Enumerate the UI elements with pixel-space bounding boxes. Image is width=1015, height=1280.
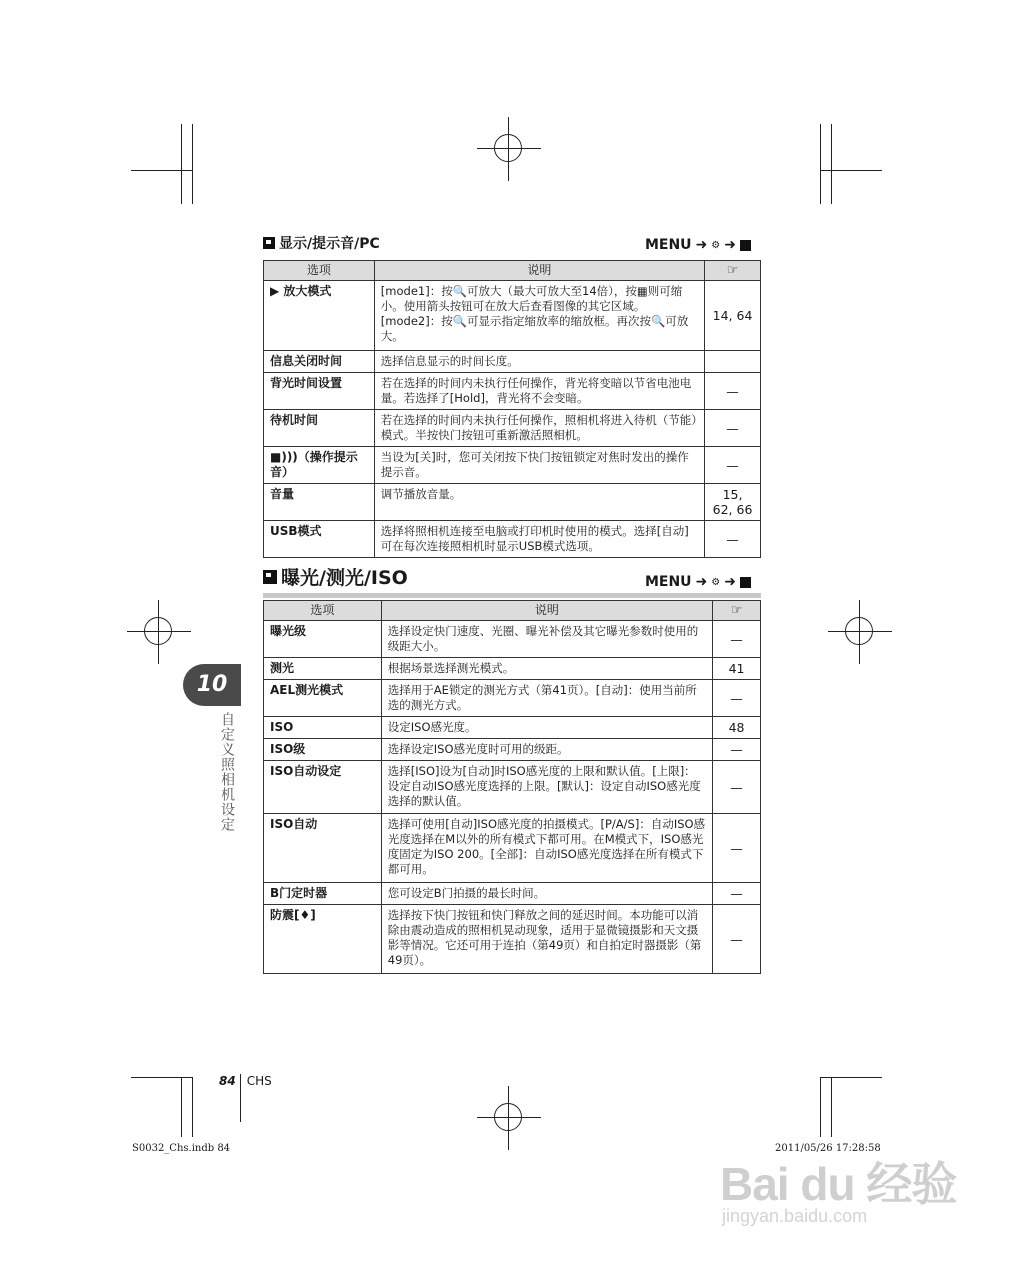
description-cell: 您可设定B门拍摄的最长时间。	[381, 883, 712, 905]
footer-date: 2011/05/26 17:28:58	[775, 1143, 881, 1154]
reference-cell: —	[713, 883, 761, 905]
option-cell: 背光时间设置	[264, 373, 375, 410]
chapter-label: 自定义照相机设定	[219, 712, 235, 832]
option-cell: ISO自动	[264, 814, 382, 883]
table-row	[264, 717, 761, 739]
watermark-logo: Bai du 经验	[720, 1158, 957, 1210]
option-cell: 防震[♦]	[264, 905, 382, 974]
crop-mark	[820, 1077, 821, 1137]
crop-mark	[820, 170, 882, 171]
exposure-icon	[263, 570, 277, 584]
table-row	[264, 281, 761, 351]
crop-mark	[181, 124, 182, 204]
option-cell: 音量	[264, 484, 375, 521]
reference-cell: —	[713, 680, 761, 717]
crop-mark	[820, 124, 821, 204]
option-cell: B门定时器	[264, 883, 382, 905]
reference-cell: 15, 62, 66	[705, 484, 761, 521]
table-row	[264, 410, 761, 447]
registration-mark	[144, 617, 172, 645]
option-cell: ■)))（操作提示音）	[264, 447, 375, 484]
menu-label: MENU	[644, 237, 692, 253]
option-cell: AEL测光模式	[264, 680, 382, 717]
registration-mark	[494, 1103, 522, 1131]
table-row	[264, 680, 761, 717]
arrow-right-icon: ➜	[695, 574, 708, 590]
crop-mark	[181, 1077, 182, 1137]
custom-menu-icon: ⚙	[711, 239, 721, 251]
section-header	[263, 567, 761, 592]
option-cell: ISO	[264, 717, 382, 739]
table-row	[264, 484, 761, 521]
reference-cell	[705, 351, 761, 373]
description-cell: 选择[ISO]设为[自动]时ISO感光度的上限和默认值。[上限]：设定自动ISO感光度选择的上限。[默认]：设定自动ISO感光度选择的默认值。	[381, 761, 712, 814]
crop-mark	[131, 1077, 193, 1078]
description-cell: 选择信息显示的时间长度。	[374, 351, 704, 373]
table-row	[264, 658, 761, 680]
column-header-option: 选项	[264, 261, 375, 281]
display-icon	[740, 240, 751, 251]
section-header	[263, 233, 761, 255]
description-cell: 选择设定快门速度、光圈、曝光补偿及其它曝光参数时使用的级距大小。	[381, 621, 712, 658]
watermark	[720, 1148, 965, 1230]
option-cell: USB模式	[264, 521, 375, 558]
description-cell: 选择将照相机连接至电脑或打印机时使用的模式。选择[自动]可在每次连接照相机时显示USB模式选项。	[374, 521, 704, 558]
description-cell: 选择按下快门按钮和快门释放之间的延迟时间。本功能可以消除由震动造成的照相机晃动现象，适用于显微镜摄影和天文摄影等情况。它还可用于连拍（第49页）和自拍定时器摄影（第49页）。	[381, 905, 712, 974]
settings-table	[263, 600, 761, 974]
table-row	[264, 761, 761, 814]
registration-mark	[845, 617, 873, 645]
menu-path	[645, 237, 751, 253]
section-title-text: 显示/提示音/PC	[279, 236, 380, 252]
table-row	[264, 521, 761, 558]
reference-icon: ☞	[726, 263, 739, 278]
description-cell: [mode1]：按🔍可放大（最大可放大至14倍），按▦则可缩小。使用箭头按钮可在放大后查看图像的其它区域。[mode2]：按🔍可显示指定缩放率的缩放框。再次按🔍可放大。	[374, 281, 704, 351]
reference-icon: ☞	[730, 603, 743, 618]
section-divider	[263, 593, 761, 598]
description-cell: 选择用于AE锁定的测光方式（第41页）。[自动]：使用当前所选的测光方式。	[381, 680, 712, 717]
table-row	[264, 905, 761, 974]
section-title-text: 曝光/测光/ISO	[281, 567, 408, 589]
footer-file: S0032_Chs.indb 84	[132, 1143, 231, 1154]
crop-mark	[831, 1077, 832, 1137]
reference-cell: —	[705, 410, 761, 447]
reference-cell: —	[713, 905, 761, 974]
reference-cell: —	[705, 373, 761, 410]
description-cell: 若在选择的时间内未执行任何操作，照相机将进入待机（节能）模式。半按快门按钮可重新激活照相机。	[374, 410, 704, 447]
reference-cell: —	[713, 621, 761, 658]
section-title	[263, 563, 408, 590]
description-cell: 调节播放音量。	[374, 484, 704, 521]
page-number	[219, 1040, 272, 1122]
page-number-value: 84	[219, 1074, 236, 1088]
option-cell: 信息关闭时间	[264, 351, 375, 373]
reference-cell: 48	[713, 717, 761, 739]
description-cell: 选择可使用[自动]ISO感光度的拍摄模式。[P/A/S]：自动ISO感光度选择在M以外的所有模式下都可用。在M模式下，ISO感光度固定为ISO 200。[全部]：自动ISO感光度选择在所有模式下都可用。	[381, 814, 712, 883]
chapter-tab: 10	[183, 664, 241, 706]
custom-menu-icon: ⚙	[711, 576, 721, 588]
crop-mark	[820, 1077, 882, 1078]
reference-cell: —	[705, 447, 761, 484]
registration-mark	[494, 134, 522, 162]
crop-mark	[131, 170, 193, 171]
reference-cell: 41	[713, 658, 761, 680]
option-cell: ISO级	[264, 739, 382, 761]
description-cell: 根据场景选择测光模式。	[381, 658, 712, 680]
table-row	[264, 739, 761, 761]
page-divider	[240, 1074, 241, 1122]
reference-cell: —	[713, 814, 761, 883]
table-row	[264, 351, 761, 373]
column-header-option: 选项	[264, 601, 382, 621]
arrow-right-icon: ➜	[724, 574, 736, 590]
table-row	[264, 621, 761, 658]
option-cell: 曝光级	[264, 621, 382, 658]
menu-path	[645, 574, 751, 590]
exposure-icon	[740, 577, 751, 588]
column-header-desc: 说明	[374, 261, 704, 281]
reference-cell: —	[713, 739, 761, 761]
option-cell: 待机时间	[264, 410, 375, 447]
description-cell: 若在选择的时间内未执行任何操作，背光将变暗以节省电池电量。若选择了[Hold]，背光将不会变暗。	[374, 373, 704, 410]
option-cell: ▶ 放大模式	[264, 281, 375, 351]
display-icon	[263, 237, 275, 249]
reference-cell: —	[705, 521, 761, 558]
crop-mark	[192, 124, 193, 204]
column-header-ref	[713, 601, 761, 621]
table-row	[264, 814, 761, 883]
crop-mark	[831, 124, 832, 204]
reference-cell: —	[713, 761, 761, 814]
table-row	[264, 883, 761, 905]
column-header-ref	[705, 261, 761, 281]
arrow-right-icon: ➜	[695, 237, 708, 253]
page-language: CHS	[246, 1074, 272, 1088]
arrow-right-icon: ➜	[724, 237, 736, 253]
column-header-desc: 说明	[381, 601, 712, 621]
watermark-url: jingyan.baidu.com	[722, 1206, 868, 1226]
option-cell: ISO自动设定	[264, 761, 382, 814]
reference-cell: 14, 64	[705, 281, 761, 351]
option-cell: 测光	[264, 658, 382, 680]
table-row	[264, 447, 761, 484]
menu-label: MENU	[644, 574, 692, 590]
description-cell: 当设为[关]时，您可关闭按下快门按钮锁定对焦时发出的操作提示音。	[374, 447, 704, 484]
description-cell: 设定ISO感光度。	[381, 717, 712, 739]
settings-table	[263, 260, 761, 558]
description-cell: 选择设定ISO感光度时可用的级距。	[381, 739, 712, 761]
section-title	[263, 233, 380, 253]
table-row	[264, 373, 761, 410]
crop-mark	[192, 1077, 193, 1137]
